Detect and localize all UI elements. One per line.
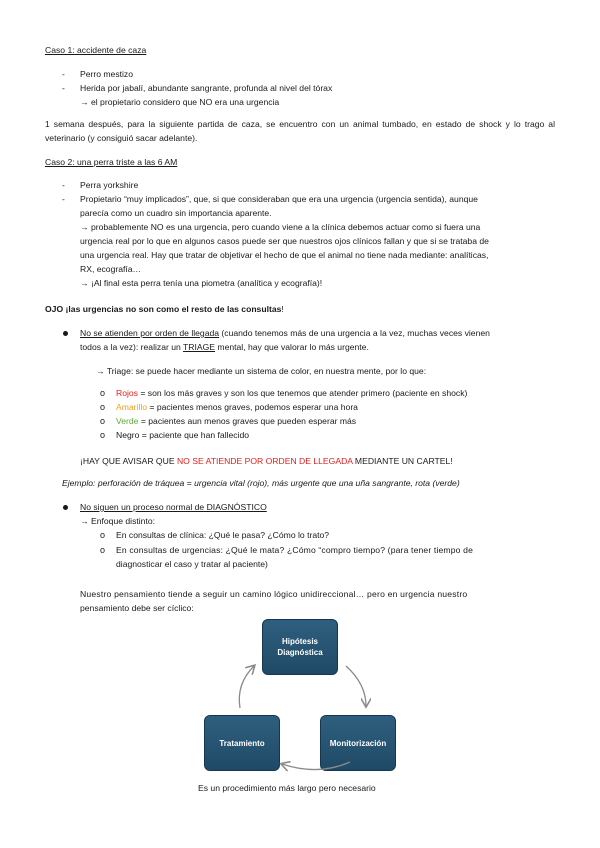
ojo-bold: OJO ¡las urgencias no son como el resto de las consultas — [45, 304, 282, 314]
caso2-item-2-line2: parecía como un cuadro sin importancia aparente. — [80, 208, 272, 218]
clinica-line: En consultas de clínica: ¿Qué le pasa? ¿Cómo lo trato? — [116, 530, 330, 540]
triage-line2-post: mental, hay que valorar lo más urgente. — [215, 342, 369, 352]
box-top-line1: Hipótesis — [281, 637, 318, 646]
enfoque-line: → Enfoque distinto: — [80, 516, 156, 526]
color-text: = son los más graves y son los que tenemos que atender primero (paciente en shock) — [137, 388, 468, 398]
pensamiento-line2: pensamiento debe ser cíclico: — [80, 603, 194, 613]
color-text: = pacientes menos graves, podemos esperar una hora — [147, 402, 358, 412]
caso2-note-line3: una urgencia real. Hay que tratar de objetivar el hecho de que el animal no tiene nada mediante: analíticas, — [80, 250, 489, 260]
caso2-note-line1: → probablemente NO es una urgencia, pero cuando viene a la clínica debemos actuar como si fuera una — [80, 222, 481, 232]
aviso-red: NO SE ATIENDE POR ORDEN DE LLEGADA — [176, 456, 353, 466]
color-text: = pacientes aun menos graves que pueden esperar más — [138, 416, 357, 426]
circle-bullet: o — [100, 545, 106, 555]
pensamiento-line1: Nuestro pensamiento tiende a seguir un camino lógico unidireccional… pero en urgencia nuestro — [80, 589, 468, 599]
triage-rest: (cuando tenemos más de una urgencia a la vez, muchas veces vienen — [219, 328, 490, 338]
caso2-note-line4: RX, ecografía… — [80, 264, 142, 274]
caso1-item-2: Herida por jabalí, abundante sangrante, profunda al nivel del tórax — [80, 83, 333, 93]
caso1-title: Caso 1: accidente de caza — [45, 45, 147, 55]
dash-bullet: - — [62, 83, 65, 93]
triage-color-black: Negro = paciente que han fallecido — [116, 430, 250, 440]
caso1-arrow-note: → el propietario considero que NO era una urgencia — [80, 97, 280, 107]
diagram-box-tratamiento: Tratamiento — [204, 715, 280, 771]
ojo-end: ! — [281, 304, 284, 314]
urgencias-line2: diagnosticar el caso y tratar al paciente) — [116, 559, 268, 569]
box-top-line2: Diagnóstica — [277, 648, 323, 657]
arrow-to-tratamiento — [282, 762, 350, 770]
circle-bullet: o — [100, 388, 106, 398]
circle-bullet: o — [100, 530, 106, 540]
caso2-item-1: Perra yorkshire — [80, 180, 139, 190]
triage-line2-pre: todos a la vez): realizar un — [80, 342, 184, 352]
arrow-to-monitorizacion — [346, 666, 366, 706]
color-word-green: Verde — [116, 416, 139, 426]
caso2-item-2-line1: Propietario “muy implicados”, que, si que consideraban que era una urgencia (urgencia sentida), aunque — [80, 194, 478, 204]
caso1-item-1: Perro mestizo — [80, 69, 134, 79]
caso2-note-line2: urgencia real por lo que en algunos casos puede ser que nuestros ojos clínicos fallan y que si se trataba de — [80, 236, 489, 246]
diagnostico-title: No siguen un proceso normal de DIAGNÓSTICO — [80, 502, 267, 512]
dash-bullet: - — [62, 69, 65, 79]
color-word-yellow: Amarillo — [116, 402, 148, 412]
caso2-note-final: → ¡Al final esta perra tenía una piometra (analítica y ecografía)! — [80, 278, 323, 288]
ejemplo-line: Ejemplo: perforación de tráquea = urgencia vital (rojo), más urgente que una uña sangrante, rota (verde) — [62, 478, 460, 488]
triage-underlined: No se atienden por orden de llegada — [80, 328, 220, 338]
circle-bullet: o — [100, 402, 106, 412]
urgencias-line1: En consultas de urgencias: ¿Qué le mata? ¿Cómo “compro tiempo? (para tener tiempo de — [116, 545, 473, 555]
diagram-box-monitorizacion: Monitorización — [320, 715, 396, 771]
circle-bullet: o — [100, 430, 106, 440]
color-word-red: Rojos — [116, 388, 138, 398]
arrow-to-hipotesis — [239, 666, 254, 708]
aviso-pre: ¡HAY QUE AVISAR QUE — [80, 456, 177, 466]
caso1-followup: 1 semana después, para la siguiente partida de caza, se encuentro con un animal tumbado, en estado de shock y lo trago al veterinario (y consiguió sacar adelante). — [45, 119, 555, 143]
triage-intro: → Triage: se puede hacer mediante un sistema de color, en nuestra mente, por lo que: — [96, 366, 427, 376]
triage-word: TRIAGE — [183, 342, 216, 352]
caso2-title: Caso 2: una perra triste a las 6 AM — [45, 157, 178, 167]
diagram-caption: Es un procedimiento más largo pero necesario — [198, 783, 376, 793]
dash-bullet: - — [62, 194, 65, 204]
dash-bullet: - — [62, 180, 65, 190]
aviso-post: MEDIANTE UN CARTEL! — [352, 456, 453, 466]
circle-bullet: o — [100, 416, 106, 426]
